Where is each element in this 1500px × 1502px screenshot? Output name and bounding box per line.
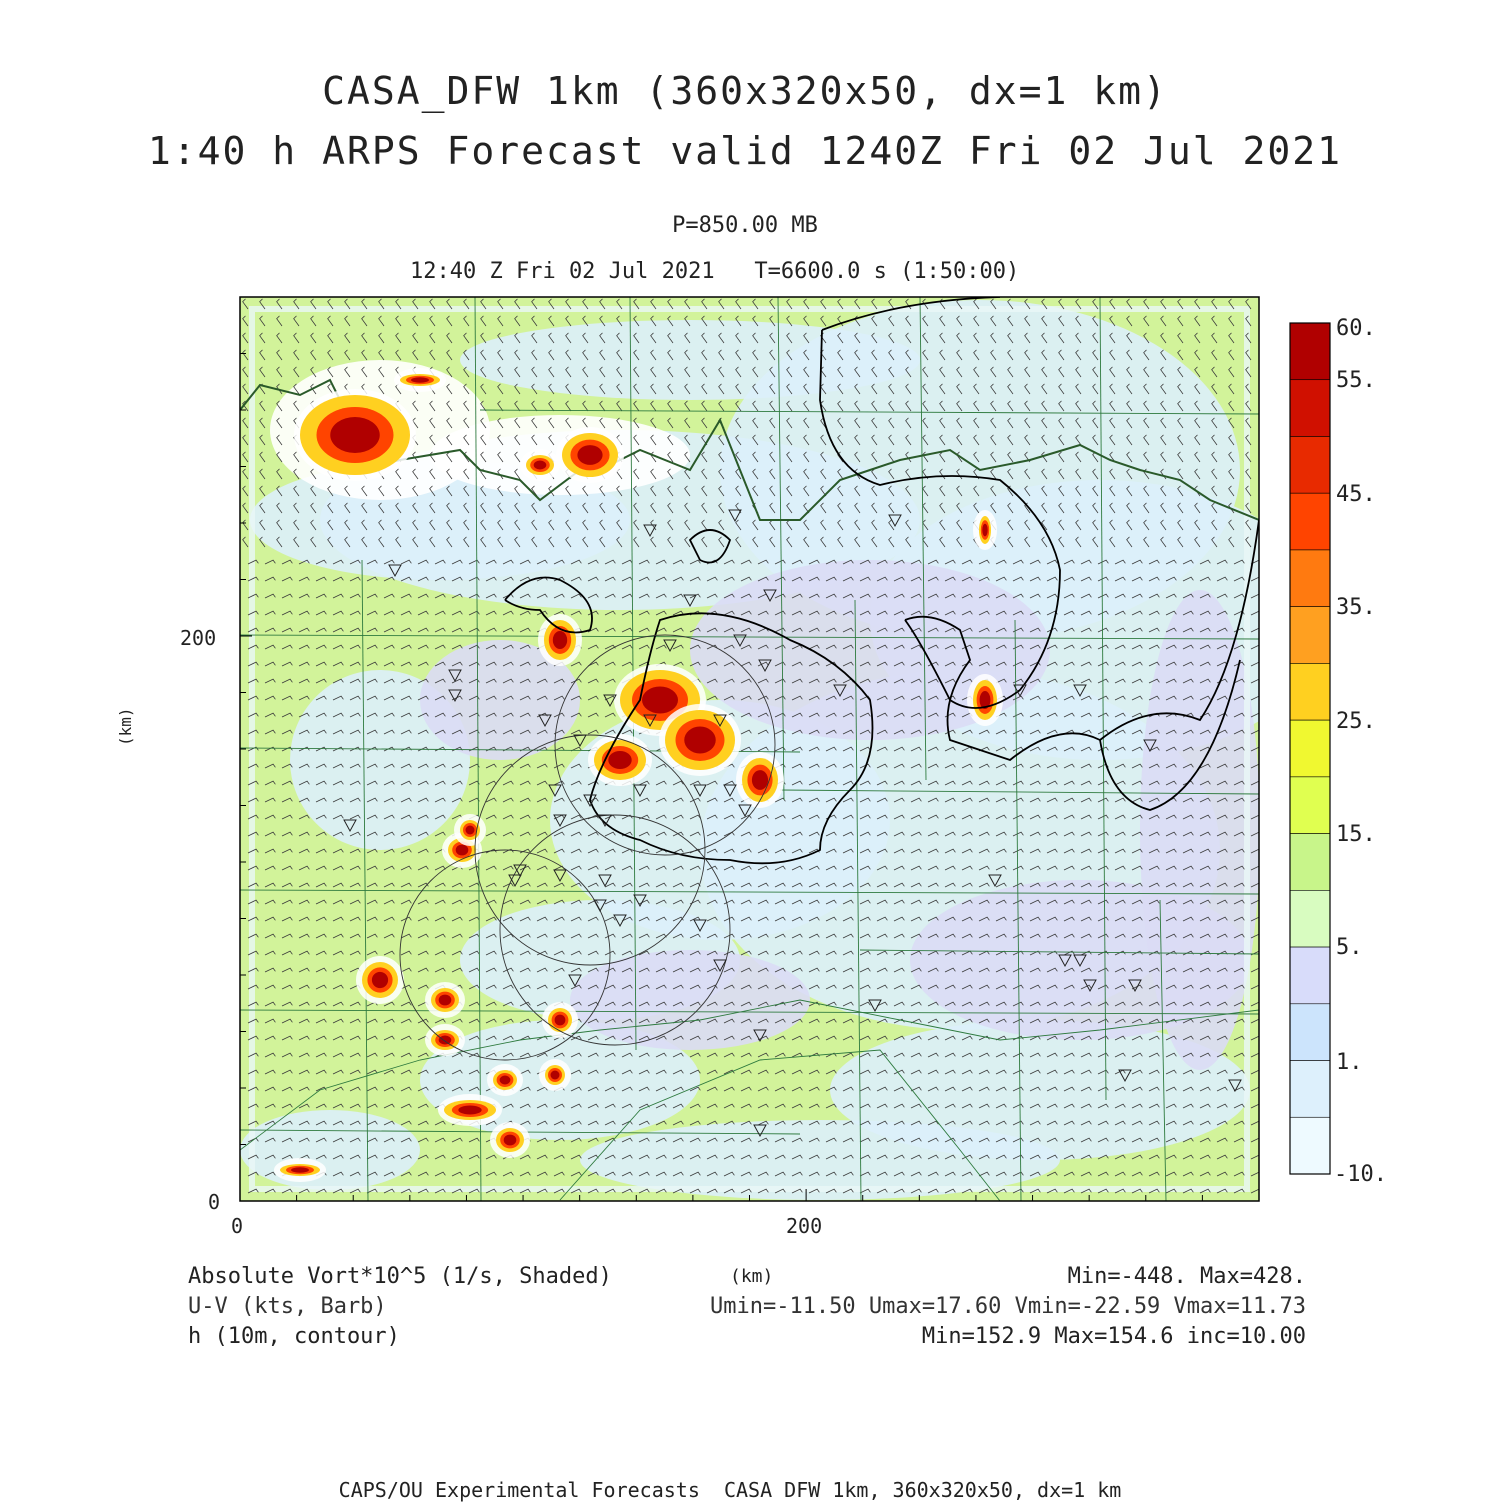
colorbar-label: 1.	[1336, 1050, 1363, 1075]
vorticity-core	[555, 1015, 566, 1026]
colorbar-label: 45.	[1336, 482, 1376, 507]
vorticity-core	[534, 461, 547, 470]
vorticity-core	[504, 1135, 517, 1146]
y-tick-200: 200	[180, 626, 217, 650]
colorbar-swatch	[1290, 380, 1330, 437]
vorticity-core	[642, 687, 678, 714]
vorticity-core	[458, 1106, 481, 1115]
x-tick-200: 200	[786, 1214, 823, 1238]
vorticity-core	[439, 1036, 452, 1045]
field-label-wind: U-V (kts, Barb)	[188, 1294, 387, 1319]
field-label-vorticity: Absolute Vort*10^5 (1/s, Shaded)	[188, 1264, 612, 1289]
vorticity-core	[291, 1167, 309, 1172]
colorbar-swatch	[1290, 720, 1330, 777]
colorbar-label: -10.	[1334, 1162, 1387, 1187]
vorticity-core	[330, 417, 380, 453]
footer-credit: CAPS/OU Experimental Forecasts CASA DFW 1km, 360x320x50, dx=1 km	[338, 1478, 1122, 1502]
vorticity-core	[982, 524, 987, 537]
vorticity-core	[372, 972, 388, 988]
vorticity-core	[500, 1076, 511, 1085]
vorticity-core	[551, 1071, 560, 1080]
height-stats: Min=152.9 Max=154.6 inc=10.00	[921, 1324, 1306, 1349]
vorticity-core	[553, 631, 567, 649]
vorticity-stats: Min=-448. Max=428.	[1067, 1264, 1306, 1289]
x-tick-0: 0	[231, 1214, 244, 1238]
colorbar-swatch	[1290, 1004, 1330, 1061]
vorticity-core	[752, 770, 768, 790]
y-axis-label: (km)	[116, 707, 135, 746]
wind-stats: Umin=-11.50 Umax=17.60 Vmin=-22.59 Vmax=11.73	[709, 1294, 1306, 1319]
colorbar-label: 60.	[1336, 316, 1376, 341]
vorticity-core	[439, 995, 452, 1006]
colorbar-label: 15.	[1336, 822, 1376, 847]
colorbar-swatch	[1290, 834, 1330, 891]
x-axis-label: (km)	[730, 1266, 774, 1287]
colorbar-label: 55.	[1336, 368, 1376, 393]
colorbar-swatch	[1290, 777, 1330, 834]
vorticity-core	[608, 751, 631, 769]
colorbar-swatch	[1290, 493, 1330, 550]
pressure-level: P=850.00 MB	[672, 213, 818, 238]
map-plot-area	[240, 297, 1330, 1201]
colorbar-swatch	[1290, 890, 1330, 947]
field-label-height: h (10m, contour)	[188, 1324, 400, 1349]
colorbar-swatch	[1290, 947, 1330, 1004]
vorticity-core	[466, 826, 475, 835]
colorbar-swatch	[1290, 663, 1330, 720]
forecast-title: 1:40 h ARPS Forecast valid 1240Z Fri 02 Jul 2021	[147, 129, 1343, 173]
colorbar-swatch	[1290, 436, 1330, 493]
vorticity-patch	[570, 950, 810, 1050]
vorticity-core	[411, 377, 429, 382]
colorbar-label: 25.	[1336, 709, 1376, 734]
main-title: CASA_DFW 1km (360x320x50, dx=1 km)	[322, 69, 1168, 113]
colorbar	[1290, 323, 1330, 1174]
valid-time: 12:40 Z Fri 02 Jul 2021 T=6600.0 s (1:50:00)	[410, 259, 1020, 284]
colorbar-label: 35.	[1336, 595, 1376, 620]
colorbar-swatch	[1290, 607, 1330, 664]
y-tick-0: 0	[208, 1190, 221, 1214]
vorticity-core	[456, 845, 469, 856]
colorbar-label: 5.	[1336, 935, 1363, 960]
colorbar-swatch	[1290, 323, 1330, 380]
colorbar-swatch	[1290, 1117, 1330, 1174]
vorticity-core	[577, 445, 602, 465]
colorbar-swatch	[1290, 1061, 1330, 1118]
vorticity-core	[684, 727, 716, 754]
colorbar-swatch	[1290, 550, 1330, 607]
